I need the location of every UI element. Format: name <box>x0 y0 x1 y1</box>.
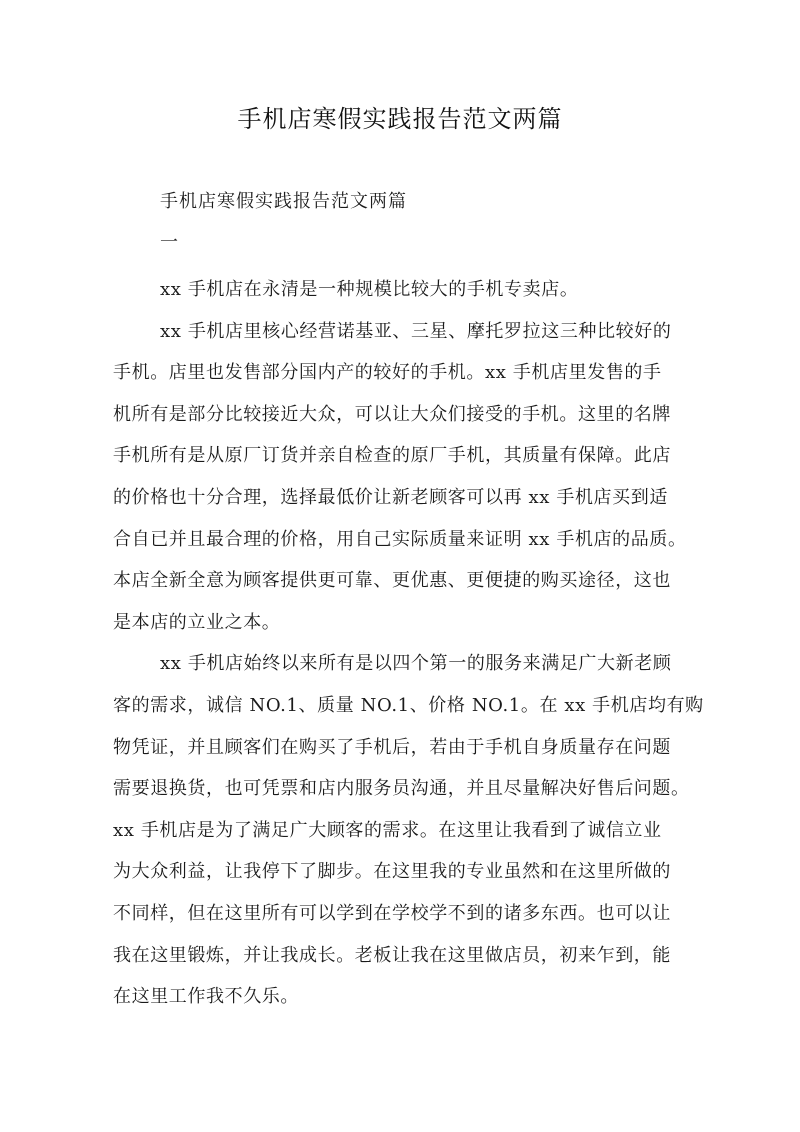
paragraph-line: 不同样，但在这里所有可以学到在学校学不到的诸多东西。也可以让 <box>113 902 671 924</box>
paragraph-line: 的价格也十分合理，选择最低价让新老顾客可以再 xx 手机店买到适 <box>113 486 668 508</box>
document-title: 手机店寒假实践报告范文两篇 <box>237 105 563 133</box>
paragraph-line: xx 手机店始终以来所有是以四个第一的服务来满足广大新老顾 <box>160 653 672 675</box>
paragraph-line: 为大众利益，让我停下了脚步。在这里我的专业虽然和在这里所做的 <box>113 861 671 883</box>
paragraph-line: xx 手机店是为了满足广大顾客的需求。在这里让我看到了诚信立业 <box>113 819 662 841</box>
paragraph-line: 需要退换货，也可凭票和店内服务员沟通，并且尽量解决好售后问题。 <box>113 778 690 800</box>
paragraph-line: xx 手机店在永清是一种规模比较大的手机专卖店。 <box>160 279 579 300</box>
paragraph-line: 是本店的立业之本。 <box>113 611 281 633</box>
paragraph-line: 物凭证，并且顾客们在购买了手机后，若由于手机自身质量存在问题 <box>113 736 671 758</box>
paragraph-3 <box>0 643 800 1017</box>
document-subtitle: 手机店寒假实践报告范文两篇 <box>160 191 407 212</box>
paragraph-line: 机所有是部分比较接近大众，可以让大众们接受的手机。这里的名牌 <box>113 403 671 425</box>
paragraph-line: 手机所有是从原厂订货并亲自检查的原厂手机，其质量有保障。此店 <box>113 445 671 467</box>
section-number: 一 <box>160 232 178 253</box>
paragraph-line: xx 手机店里核心经营诺基亚、三星、摩托罗拉这三种比较好的 <box>160 320 672 342</box>
paragraph-line: 本店全新全意为顾客提供更可靠、更优惠、更便捷的购买途径，这也 <box>113 570 671 592</box>
paragraph-1 <box>0 269 800 311</box>
paragraph-2 <box>0 311 800 644</box>
body-text <box>0 269 800 1018</box>
paragraph-line: 客的需求，诚信 NO.1、质量 NO.1、价格 NO.1。在 xx 手机店均有购 <box>113 694 704 716</box>
paragraph-line: 手机。店里也发售部分国内产的较好的手机。xx 手机店里发售的手 <box>113 362 662 384</box>
paragraph-line: 在这里工作我不久乐。 <box>113 986 299 1008</box>
paragraph-line: 我在这里锻炼，并让我成长。老板让我在这里做店员，初来乍到，能 <box>113 944 671 966</box>
paragraph-line: 合自已并且最合理的价格，用自己实际质量来证明 xx 手机店的品质。 <box>113 528 687 550</box>
